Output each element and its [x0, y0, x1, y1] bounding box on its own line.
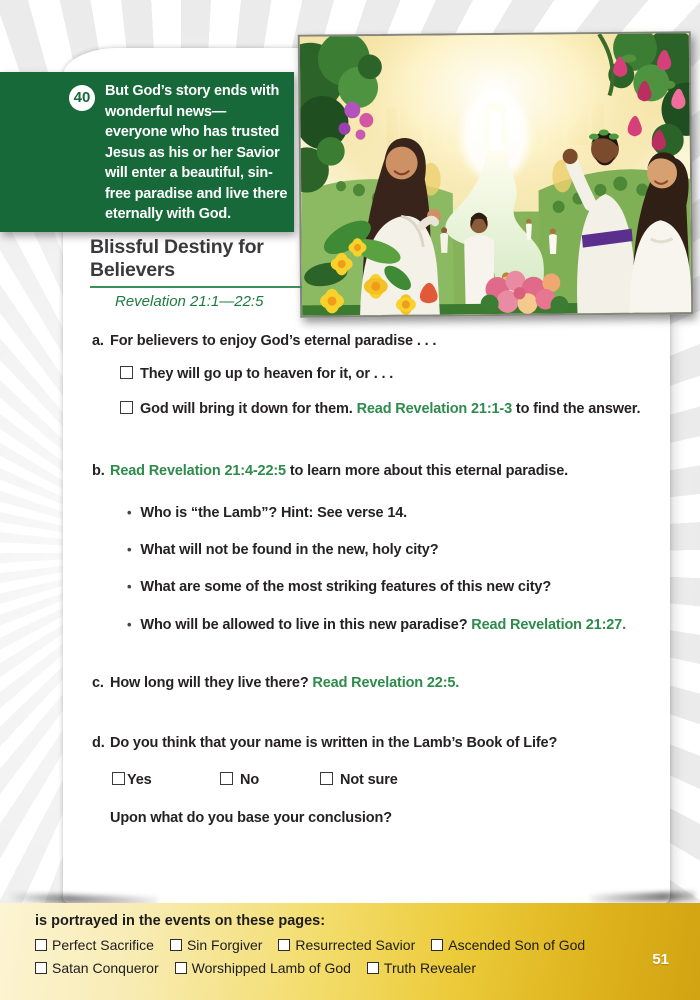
checkbox-ascended-son-of-god[interactable]	[431, 939, 443, 951]
question-c-text: How long will they live there?	[110, 675, 313, 691]
checkbox-yes[interactable]	[112, 772, 125, 785]
checkbox-no[interactable]	[220, 772, 233, 785]
paradise-photo-illustration	[300, 33, 691, 315]
question-b-text: to learn more about this eternal paradise.	[285, 463, 568, 479]
footer-item-label: Truth Revealer	[383, 960, 476, 976]
bullet-icon: •	[127, 505, 132, 520]
scripture-link: Read Revelation 22:5.	[312, 675, 460, 691]
question-b-bullet-2	[0, 541, 700, 559]
question-d-choices	[0, 772, 660, 792]
option-text-after: to find the answer.	[512, 401, 641, 417]
question-a-option-2	[0, 401, 700, 418]
option-text: God will bring it down for them.	[140, 401, 357, 417]
lesson-banner-text: But God’s story ends with wonderful news— everyone who has trusted Jesus as his or her Savior will enter a beautiful, sin-free paradise and live there eternally with God.	[105, 83, 288, 222]
section-title-line1: Blissful Destiny for	[90, 236, 264, 258]
lesson-number-badge: 40	[69, 85, 95, 111]
footer-item-label: Resurrected Savior	[295, 937, 416, 953]
question-b-bullet-1	[0, 504, 700, 522]
footer-bar	[0, 903, 700, 1000]
bullet-text: What are some of the most striking features of this new city?	[140, 579, 552, 595]
bullet-text: Who will be allowed to live in this new paradise?	[140, 617, 472, 633]
footer-heading: is portrayed in the events on these pages:	[35, 913, 326, 929]
choice-label-no: No	[240, 772, 260, 788]
checkbox-truth-revealer[interactable]	[367, 962, 379, 974]
bullet-icon: •	[127, 617, 132, 632]
question-d-label: d.	[92, 735, 105, 751]
footer-checklist-row1	[35, 937, 585, 953]
section-title-line2: Believers	[90, 259, 175, 281]
footer-item-label: Perfect Sacrifice	[52, 937, 154, 953]
question-a	[0, 333, 660, 350]
scripture-reference: Revelation 21:1—22:5	[115, 293, 264, 310]
choice-label-yes: Yes	[127, 772, 152, 788]
footer-item-label: Satan Conqueror	[52, 960, 159, 976]
checkbox-sin-forgiver[interactable]	[170, 939, 182, 951]
question-d	[0, 735, 660, 752]
question-c	[0, 675, 660, 692]
footer-checklist-row2	[35, 960, 476, 976]
checkbox-god-brings-down[interactable]	[120, 401, 133, 414]
scripture-link: Read Revelation 21:1-3	[356, 401, 513, 417]
question-b-label: b.	[92, 463, 105, 479]
paradise-photo	[298, 31, 693, 317]
page-number: 51	[652, 951, 669, 968]
bullet-icon: •	[127, 579, 132, 594]
bullet-text: Who is “the Lamb”? Hint: See verse 14.	[140, 505, 408, 521]
question-c-label: c.	[92, 675, 104, 691]
option-text: They will go up to heaven for it, or . . .	[140, 366, 394, 382]
bullet-icon: •	[127, 542, 132, 557]
checkbox-not-sure[interactable]	[320, 772, 333, 785]
question-b	[0, 463, 660, 480]
choice-label-not-sure: Not sure	[340, 772, 398, 788]
checkbox-worshipped-lamb[interactable]	[175, 962, 187, 974]
scripture-link: Read Revelation 21:4-22:5	[110, 463, 286, 479]
lesson-banner	[0, 72, 294, 232]
scripture-link: Read Revelation 21:27.	[471, 617, 626, 633]
followup-text: Upon what do you base your conclusion?	[110, 810, 392, 826]
question-d-followup	[0, 810, 660, 827]
question-b-bullet-3	[0, 578, 700, 596]
checkbox-resurrected-savior[interactable]	[278, 939, 290, 951]
question-b-bullet-4	[0, 616, 700, 634]
checkbox-perfect-sacrifice[interactable]	[35, 939, 47, 951]
question-a-label: a.	[92, 333, 104, 349]
section-heading	[90, 236, 302, 310]
bullet-text: What will not be found in the new, holy city?	[140, 542, 439, 558]
question-a-option-1	[0, 366, 700, 383]
question-d-text: Do you think that your name is written in the Lamb’s Book of Life?	[110, 735, 558, 751]
footer-item-label: Worshipped Lamb of God	[191, 960, 351, 976]
checkbox-go-up-to-heaven[interactable]	[120, 366, 133, 379]
footer-item-label: Sin Forgiver	[186, 937, 263, 953]
question-a-text: For believers to enjoy God’s eternal paradise . . .	[110, 333, 437, 349]
heading-rule	[90, 286, 302, 288]
footer-item-label: Ascended Son of God	[448, 937, 586, 953]
checkbox-satan-conqueror[interactable]	[35, 962, 47, 974]
